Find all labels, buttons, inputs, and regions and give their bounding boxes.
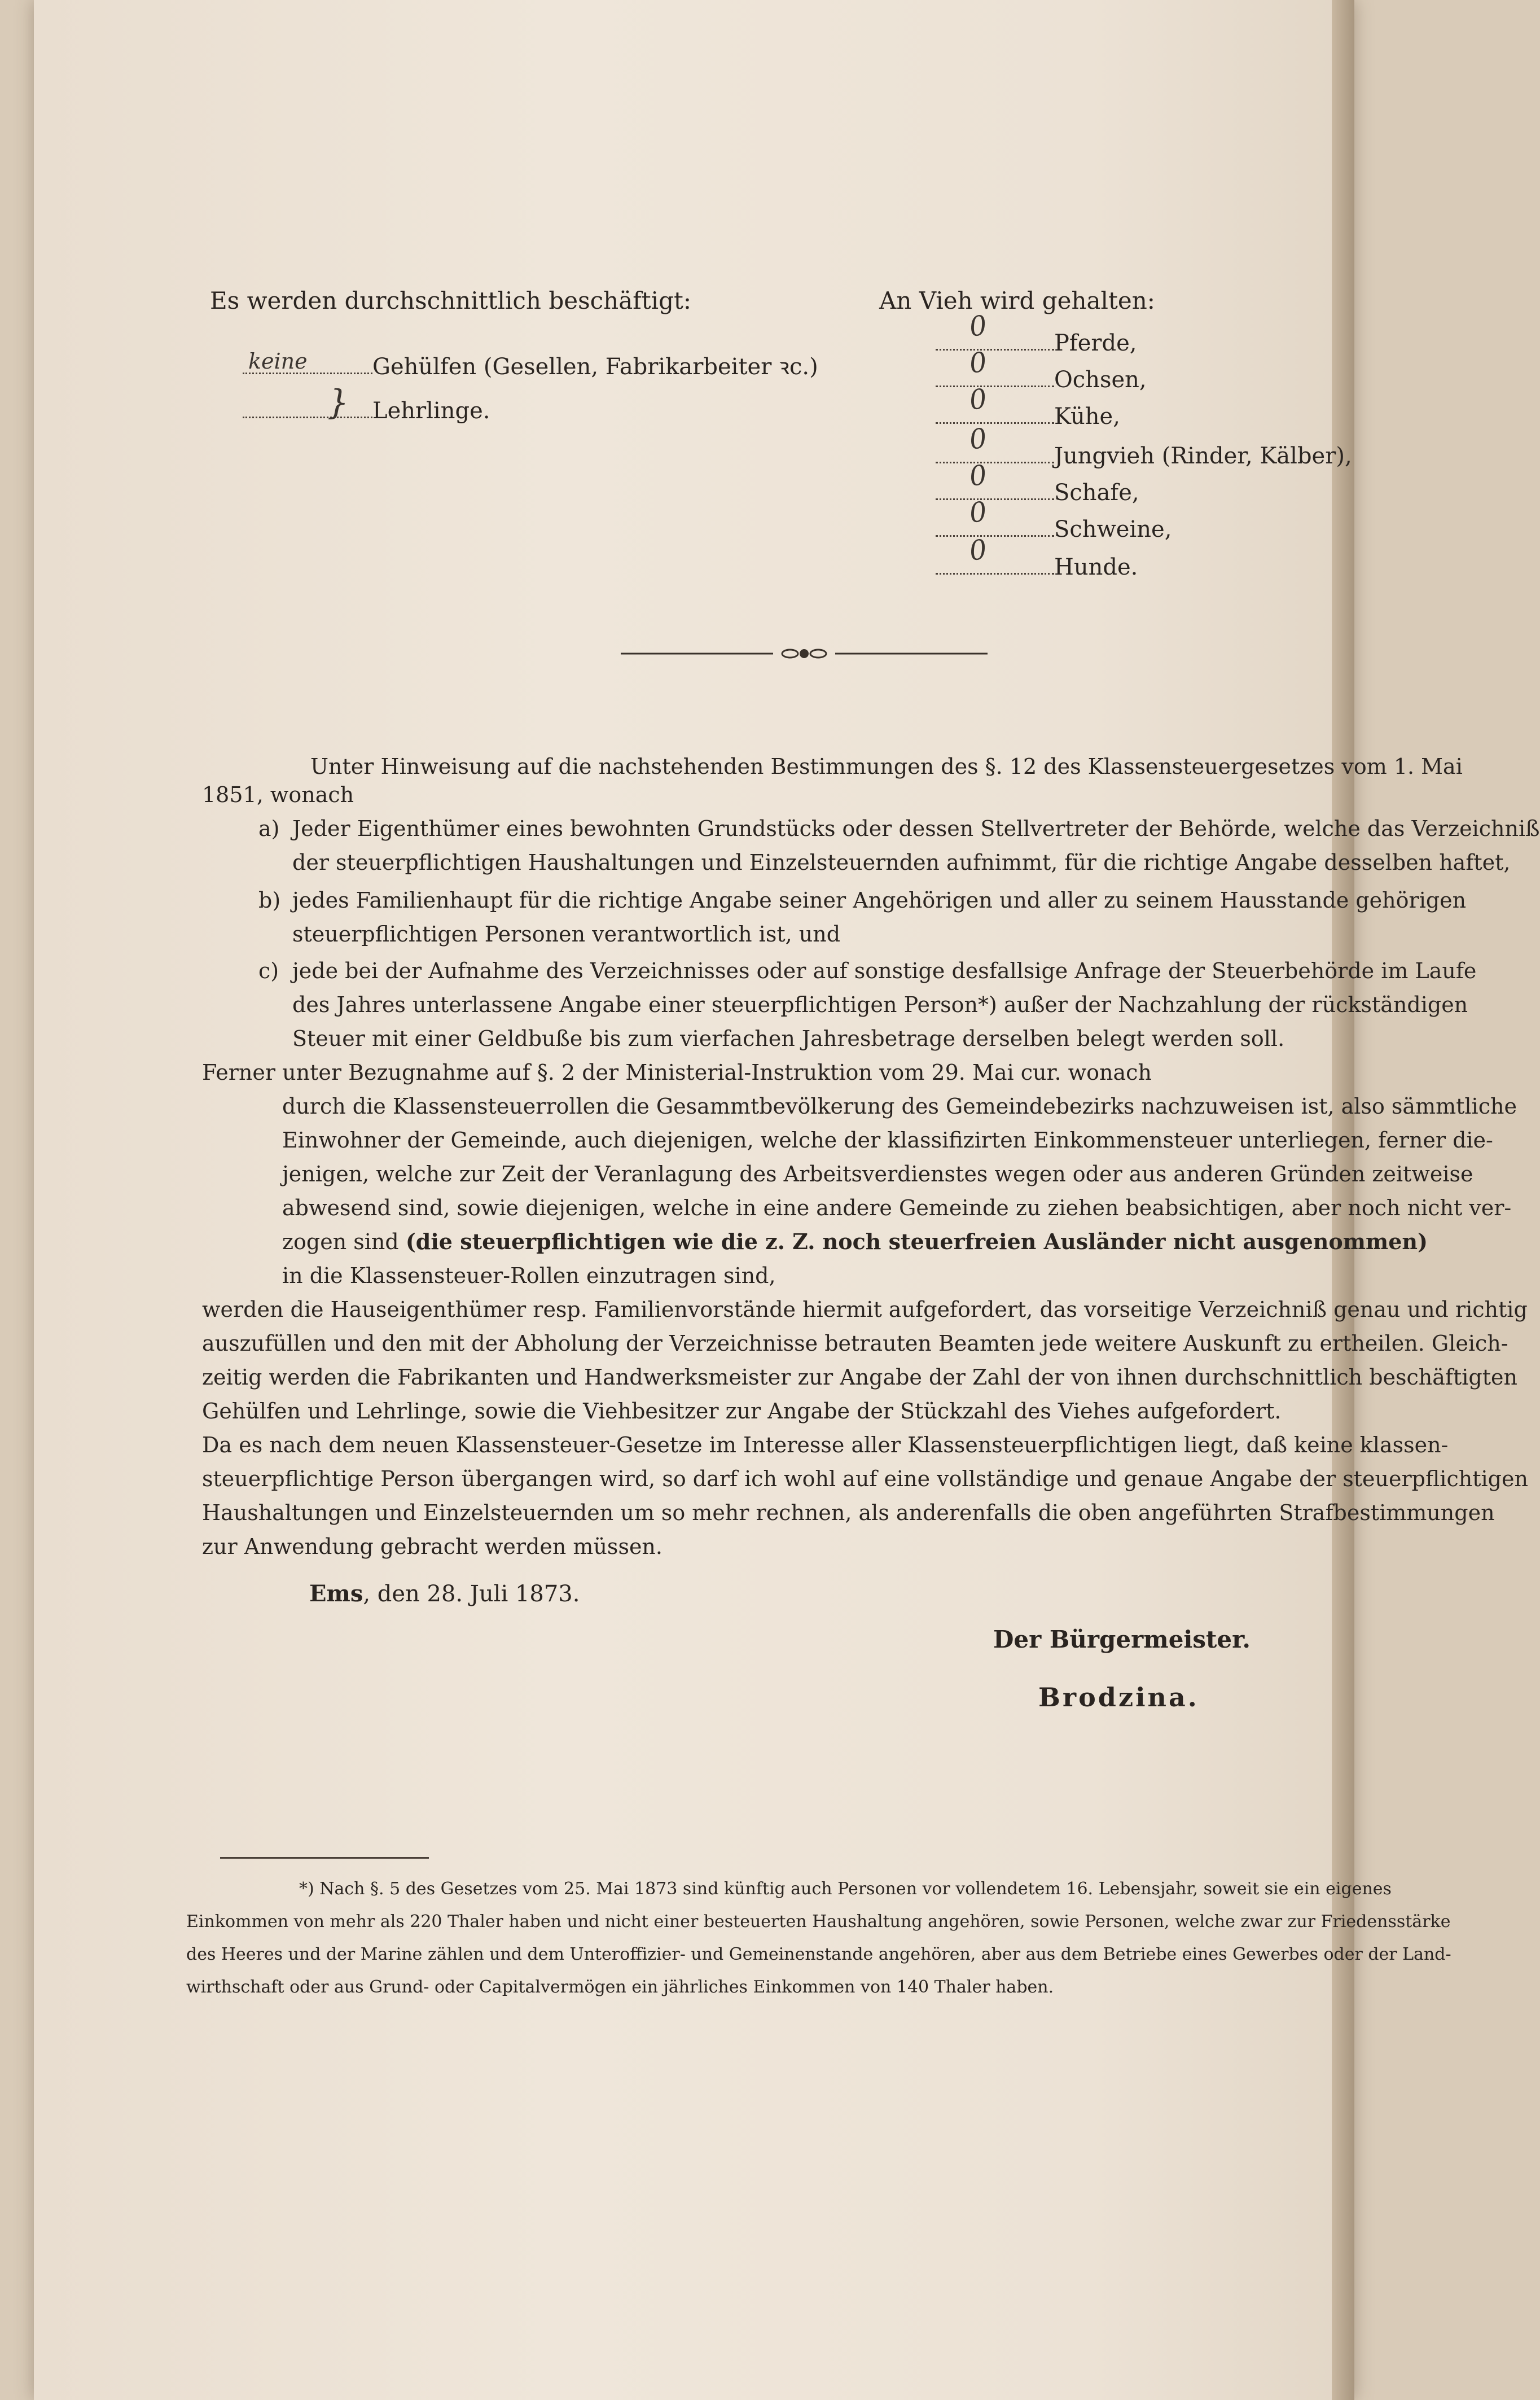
- livestock-label: Pferde,: [1054, 330, 1137, 356]
- ministerial-bold-prefix: zogen sind: [282, 1229, 399, 1254]
- livestock-value: 0: [967, 496, 989, 529]
- ministerial-bold-line: [282, 1225, 1517, 1259]
- request-line: Gehülfen und Lehrlinge, sowie die Viehbesitzer zur Angabe der Stückzahl des Viehes aufgefordert.: [202, 1399, 1282, 1424]
- item-marker: b): [258, 888, 281, 913]
- helpers-row: [243, 350, 818, 381]
- livestock-label: Jungvieh (Rinder, Kälber),: [1054, 443, 1352, 469]
- signature-title: Der Bürgermeister.: [993, 1626, 1251, 1653]
- date: , den 28. Juli 1873.: [363, 1581, 580, 1607]
- intro-text: 1851, wonach: [202, 782, 354, 807]
- livestock-label: Hunde.: [1054, 554, 1138, 580]
- livestock-field[interactable]: [936, 346, 1054, 387]
- item-line: jedes Familienhaupt für die richtige Angabe seiner Angehörigen und aller zu seinem Hausstande gehörigen: [292, 888, 1467, 913]
- footnote-line: *) Nach §. 5 des Gesetzes vom 25. Mai 1873 sind künftig auch Personen vor vollendetem 16. Lebensjahr, soweit sie ein eigenes: [299, 1879, 1392, 1899]
- ministerial-end: in die Klassensteuer-Rollen einzutragen sind,: [282, 1263, 776, 1288]
- ministerial-line: abwesend sind, sowie diejenigen, welche in eine andere Gemeinde zu ziehen beabsichtigen, aber noch nicht ver-: [282, 1195, 1512, 1220]
- place-date: [309, 1580, 580, 1607]
- item-line: Steuer mit einer Geldbuße bis zum vierfachen Jahresbetrage derselben belegt werden soll.: [292, 1026, 1285, 1051]
- closing-line: zur Anwendung gebracht werden müssen.: [202, 1534, 662, 1559]
- ornament-divider: [621, 648, 988, 659]
- apprentices-label: Lehrlinge.: [372, 398, 490, 424]
- livestock-field[interactable]: [936, 309, 1054, 351]
- livestock-value: 0: [967, 309, 989, 343]
- request-line: werden die Hauseigenthümer resp. Familienvorstände hiermit aufgefordert, das vorseitige Verzeichniß genau und richtig: [202, 1297, 1528, 1322]
- livestock-label: Schafe,: [1054, 480, 1139, 506]
- helpers-value: keine: [248, 349, 308, 374]
- apprentices-field[interactable]: [243, 383, 372, 422]
- signature-name: Brodzina.: [1038, 1682, 1199, 1713]
- livestock-heading: An Vieh wird gehalten:: [879, 287, 1155, 314]
- item-marker: a): [258, 816, 280, 841]
- helpers-field[interactable]: [243, 349, 372, 374]
- footnote-line: des Heeres und der Marine zählen und dem Unteroffizier- und Gemeinenstande angehören, aber aus dem Betriebe eines Gewerbes oder der Land-: [186, 1944, 1451, 1964]
- apprentices-value: }: [327, 383, 349, 422]
- livestock-value: 0: [967, 459, 989, 493]
- livestock-value: 0: [967, 533, 989, 567]
- livestock-row-ochsen: [936, 346, 1147, 393]
- item-line: Jeder Eigenthümer eines bewohnten Grundstücks oder dessen Stellvertreter der Behörde, welche das Verzeichniß: [292, 816, 1540, 841]
- footnote-rule: [220, 1857, 429, 1859]
- livestock-field[interactable]: [936, 459, 1054, 500]
- item-line: des Jahres unterlassene Angabe einer steuerpflichtigen Person*) außer der Nachzahlung der rückständigen: [292, 992, 1468, 1017]
- document-page: [34, 0, 1540, 2400]
- closing-line: steuerpflichtige Person übergangen wird, so darf ich wohl auf eine vollständige und genaue Angabe der steuerpflichtigen: [202, 1466, 1528, 1491]
- livestock-field[interactable]: [936, 533, 1054, 575]
- intro-line-2: [202, 778, 354, 812]
- livestock-row-kuehe: [936, 383, 1120, 430]
- intro-text: Unter Hinweisung auf die nachstehenden Bestimmungen des §. 12 des Klassensteuergesetzes vom 1. Mai: [310, 754, 1463, 779]
- item-marker: c): [258, 958, 279, 983]
- footnote-line: wirthschaft oder aus Grund- oder Capitalvermögen ein jährliches Einkommen von 140 Thaler haben.: [186, 1977, 1054, 1997]
- ferner-text: Ferner unter Bezugnahme auf §. 2 der Ministerial-Instruktion vom 29. Mai cur. wonach: [202, 1060, 1152, 1085]
- closing-line: Haushaltungen und Einzelsteuernden um so mehr rechnen, als anderenfalls die oben angeführten Strafbestimmungen: [202, 1500, 1495, 1525]
- livestock-label: Kühe,: [1054, 404, 1120, 430]
- ministerial-line: Einwohner der Gemeinde, auch diejenigen, welche der klassifizirten Einkommensteuer unterliegen, ferner die-: [282, 1128, 1493, 1153]
- livestock-field[interactable]: [936, 383, 1054, 424]
- livestock-row-jungvieh: [936, 422, 1352, 469]
- item-line: steuerpflichtigen Personen verantwortlich ist, und: [292, 922, 841, 947]
- livestock-label: Schweine,: [1054, 516, 1172, 542]
- request-block: [202, 1293, 1528, 1428]
- apprentices-row: [243, 383, 490, 424]
- helpers-label: Gehülfen (Gesellen, Fabrikarbeiter ꝛc.): [372, 354, 818, 380]
- closing-line: Da es nach dem neuen Klassensteuer-Gesetze im Interesse aller Klassensteuerpflichtigen liegt, daß keine klassen-: [202, 1433, 1449, 1457]
- livestock-row-pferde: [936, 309, 1137, 356]
- livestock-row-hunde: [936, 533, 1138, 580]
- ministerial-bold-text: (die steuerpflichtigen wie die z. Z. noch steuerfreien Ausländer nicht ausgenommen): [405, 1229, 1428, 1254]
- livestock-field[interactable]: [936, 422, 1054, 463]
- place: Ems: [309, 1580, 363, 1607]
- item-line: der steuerpflichtigen Haushaltungen und Einzelsteuernden aufnimmt, für die richtige Angabe desselben haftet,: [292, 850, 1511, 875]
- livestock-value: 0: [967, 346, 989, 380]
- ministerial-line: durch die Klassensteuerrollen die Gesammtbevölkerung des Gemeindebezirks nachzuweisen ist, also sämmtliche: [282, 1094, 1517, 1119]
- livestock-value: 0: [967, 422, 989, 456]
- livestock-label: Ochsen,: [1054, 367, 1147, 393]
- ministerial-block: [282, 1089, 1517, 1293]
- ministerial-line: jenigen, welche zur Zeit der Veranlagung des Arbeitsverdienstes wegen oder aus anderen Gründen zeitweise: [282, 1162, 1473, 1186]
- livestock-field[interactable]: [936, 496, 1054, 537]
- request-line: auszufüllen und den mit der Abholung der Verzeichnisse betrauten Beamten jede weitere Auskunft zu ertheilen. Gleich-: [202, 1331, 1508, 1356]
- request-line: zeitig werden die Fabrikanten und Handwerksmeister zur Angabe der Zahl der von ihnen durchschnittlich beschäftigten: [202, 1365, 1517, 1390]
- livestock-value: 0: [967, 383, 989, 417]
- employees-heading: Es werden durchschnittlich beschäftigt:: [210, 287, 692, 314]
- item-line: jede bei der Aufnahme des Verzeichnisses oder auf sonstige desfallsige Anfrage der Steuerbehörde im Laufe: [292, 958, 1477, 983]
- livestock-row-schafe: [936, 459, 1139, 506]
- footnote-line: Einkommen von mehr als 220 Thaler haben und nicht einer besteuerten Haushaltung angehören, sowie Personen, welche zwar zur Friedensstärke: [186, 1912, 1451, 1932]
- intro-line-1: [310, 750, 1463, 783]
- ferner-line: [202, 1056, 1152, 1089]
- closing-block: [202, 1428, 1528, 1563]
- item-a: [258, 812, 1540, 879]
- item-c: [258, 954, 1476, 1056]
- item-b: [258, 883, 1466, 951]
